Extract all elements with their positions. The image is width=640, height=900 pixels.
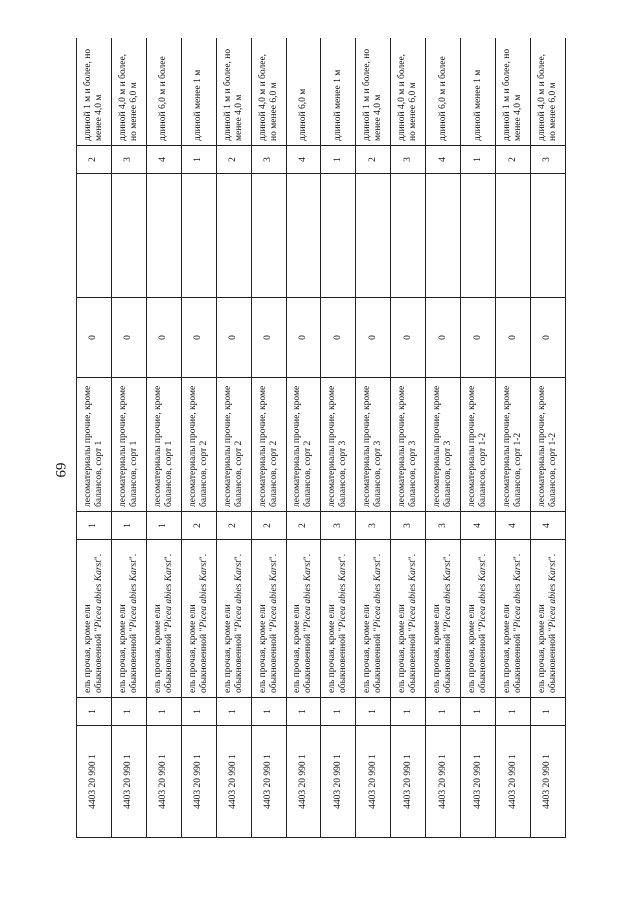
subgroup-cell: 1 bbox=[426, 698, 461, 726]
tariff-table bbox=[76, 38, 566, 838]
species-cell bbox=[181, 540, 216, 698]
subgroup-cell: 1 bbox=[496, 698, 531, 726]
species-latin-name: Picea abies Karst bbox=[303, 560, 314, 628]
category-cell: лесоматериалы прочие, кроме балансов, сорт 1 bbox=[77, 378, 112, 512]
zero-cell: 0 bbox=[321, 298, 356, 378]
table-row bbox=[286, 38, 321, 838]
empty-cell bbox=[530, 174, 565, 298]
grade-number-cell: 3 bbox=[356, 512, 391, 540]
empty-cell bbox=[146, 174, 181, 298]
table-row bbox=[216, 38, 251, 838]
grade-number-cell: 4 bbox=[530, 512, 565, 540]
subgroup-cell: 1 bbox=[356, 698, 391, 726]
species-cell bbox=[391, 540, 426, 698]
species-text: ель прочая, кроме ели обыкновенной " bbox=[257, 604, 279, 693]
empty-cell bbox=[356, 174, 391, 298]
table-row bbox=[146, 38, 181, 838]
species-text: ель прочая, кроме ели обыкновенной " bbox=[397, 604, 419, 693]
species-text-end: ". bbox=[443, 553, 454, 561]
table-container bbox=[76, 38, 566, 838]
category-cell: лесоматериалы прочие, кроме балансов, сорт 1-2 bbox=[496, 378, 531, 512]
code-cell: 4403 20 990 1 bbox=[251, 726, 286, 838]
table-body bbox=[77, 38, 566, 838]
length-cell: длиной 4,0 м и более, но менее 6,0 м bbox=[391, 38, 426, 146]
zero-cell: 0 bbox=[496, 298, 531, 378]
species-cell bbox=[321, 540, 356, 698]
code-cell: 4403 20 990 1 bbox=[321, 726, 356, 838]
category-cell: лесоматериалы прочие, кроме балансов, сорт 1 bbox=[146, 378, 181, 512]
zero-cell: 0 bbox=[461, 298, 496, 378]
code-cell: 4403 20 990 1 bbox=[77, 726, 112, 838]
length-cell: длиной менее 1 м bbox=[321, 38, 356, 146]
code-cell: 4403 20 990 1 bbox=[496, 726, 531, 838]
species-cell bbox=[216, 540, 251, 698]
length-code-cell: 1 bbox=[461, 146, 496, 174]
species-text: ель прочая, кроме ели обыкновенной " bbox=[117, 604, 139, 693]
species-latin-name: Picea abies Karst bbox=[513, 560, 524, 628]
species-text: ель прочая, кроме ели обыкновенной " bbox=[222, 604, 244, 693]
category-cell: лесоматериалы прочие, кроме балансов, сорт 3 bbox=[426, 378, 461, 512]
species-text: ель прочая, кроме ели обыкновенной " bbox=[292, 604, 314, 693]
species-latin-name: Picea abies Karst bbox=[478, 560, 489, 628]
species-text: ель прочая, кроме ели обыкновенной " bbox=[187, 604, 209, 693]
length-code-cell: 4 bbox=[146, 146, 181, 174]
species-cell bbox=[111, 540, 146, 698]
category-cell: лесоматериалы прочие, кроме балансов, сорт 2 bbox=[286, 378, 321, 512]
grade-number-cell: 2 bbox=[181, 512, 216, 540]
subgroup-cell: 1 bbox=[146, 698, 181, 726]
zero-cell: 0 bbox=[146, 298, 181, 378]
species-cell bbox=[77, 540, 112, 698]
zero-cell: 0 bbox=[356, 298, 391, 378]
species-text-end: ". bbox=[93, 553, 104, 561]
table-row bbox=[251, 38, 286, 838]
code-cell: 4403 20 990 1 bbox=[286, 726, 321, 838]
length-code-cell: 2 bbox=[356, 146, 391, 174]
code-cell: 4403 20 990 1 bbox=[181, 726, 216, 838]
code-cell: 4403 20 990 1 bbox=[111, 726, 146, 838]
species-latin-name: Picea abies Karst bbox=[547, 560, 558, 628]
species-text: ель прочая, кроме ели обыкновенной " bbox=[362, 604, 384, 693]
length-cell: длиной 1 м и более, но менее 4,0 м bbox=[77, 38, 112, 146]
empty-cell bbox=[77, 174, 112, 298]
species-text-end: ". bbox=[478, 553, 489, 561]
code-cell: 4403 20 990 1 bbox=[391, 726, 426, 838]
length-cell: длиной 4,0 м и более, но менее 6,0 м bbox=[251, 38, 286, 146]
length-code-cell: 2 bbox=[77, 146, 112, 174]
length-cell: длиной 1 м и более, но менее 4,0 м bbox=[356, 38, 391, 146]
grade-number-cell: 1 bbox=[111, 512, 146, 540]
table-row bbox=[496, 38, 531, 838]
table-row bbox=[111, 38, 146, 838]
species-text-end: ". bbox=[198, 553, 209, 561]
subgroup-cell: 1 bbox=[216, 698, 251, 726]
species-text-end: ". bbox=[303, 553, 314, 561]
species-cell bbox=[496, 540, 531, 698]
grade-number-cell: 1 bbox=[146, 512, 181, 540]
empty-cell bbox=[426, 174, 461, 298]
length-code-cell: 3 bbox=[391, 146, 426, 174]
species-latin-name: Picea abies Karst bbox=[198, 560, 209, 628]
zero-cell: 0 bbox=[286, 298, 321, 378]
species-text: ель прочая, кроме ели обыкновенной " bbox=[536, 604, 558, 693]
species-latin-name: Picea abies Karst bbox=[338, 560, 349, 628]
species-latin-name: Picea abies Karst bbox=[373, 560, 384, 628]
subgroup-cell: 1 bbox=[77, 698, 112, 726]
zero-cell: 0 bbox=[530, 298, 565, 378]
length-cell: длиной менее 1 м bbox=[181, 38, 216, 146]
length-cell: длиной 6,0 м и более bbox=[146, 38, 181, 146]
empty-cell bbox=[321, 174, 356, 298]
species-cell bbox=[530, 540, 565, 698]
length-code-cell: 1 bbox=[321, 146, 356, 174]
species-cell bbox=[461, 540, 496, 698]
species-cell bbox=[356, 540, 391, 698]
length-cell: длиной менее 1 м bbox=[461, 38, 496, 146]
grade-number-cell: 4 bbox=[496, 512, 531, 540]
subgroup-cell: 1 bbox=[321, 698, 356, 726]
category-cell: лесоматериалы прочие, кроме балансов, сорт 3 bbox=[391, 378, 426, 512]
grade-number-cell: 4 bbox=[461, 512, 496, 540]
zero-cell: 0 bbox=[391, 298, 426, 378]
page-number: 69 bbox=[52, 462, 68, 478]
category-cell: лесоматериалы прочие, кроме балансов, сорт 1 bbox=[111, 378, 146, 512]
table-row bbox=[181, 38, 216, 838]
length-code-cell: 4 bbox=[426, 146, 461, 174]
length-cell: длиной 6,0 м bbox=[286, 38, 321, 146]
code-cell: 4403 20 990 1 bbox=[216, 726, 251, 838]
species-text: ель прочая, кроме ели обыкновенной " bbox=[432, 604, 454, 693]
species-text: ель прочая, кроме ели обыкновенной " bbox=[467, 604, 489, 693]
species-text-end: ". bbox=[373, 553, 384, 561]
species-text-end: ". bbox=[547, 553, 558, 561]
species-text: ель прочая, кроме ели обыкновенной " bbox=[152, 604, 174, 693]
rotated-table bbox=[76, 38, 566, 838]
species-latin-name: Picea abies Karst bbox=[408, 560, 419, 628]
length-cell: длиной 1 м и более, но менее 4,0 м bbox=[496, 38, 531, 146]
grade-number-cell: 1 bbox=[77, 512, 112, 540]
species-latin-name: Picea abies Karst bbox=[93, 560, 104, 628]
species-text: ель прочая, кроме ели обыкновенной " bbox=[327, 604, 349, 693]
species-cell bbox=[251, 540, 286, 698]
species-text-end: ". bbox=[163, 553, 174, 561]
species-text: ель прочая, кроме ели обыкновенной " bbox=[82, 604, 104, 693]
length-cell: длиной 1 м и более, но менее 4,0 м bbox=[216, 38, 251, 146]
table-row bbox=[530, 38, 565, 838]
code-cell: 4403 20 990 1 bbox=[461, 726, 496, 838]
length-code-cell: 2 bbox=[496, 146, 531, 174]
grade-number-cell: 3 bbox=[391, 512, 426, 540]
length-code-cell: 3 bbox=[530, 146, 565, 174]
species-latin-name: Picea abies Karst bbox=[443, 560, 454, 628]
zero-cell: 0 bbox=[111, 298, 146, 378]
subgroup-cell: 1 bbox=[181, 698, 216, 726]
species-text-end: ". bbox=[338, 553, 349, 561]
zero-cell: 0 bbox=[77, 298, 112, 378]
code-cell: 4403 20 990 1 bbox=[356, 726, 391, 838]
species-text-end: ". bbox=[513, 553, 524, 561]
grade-number-cell: 2 bbox=[216, 512, 251, 540]
species-latin-name: Picea abies Karst bbox=[233, 560, 244, 628]
grade-number-cell: 2 bbox=[251, 512, 286, 540]
grade-number-cell: 3 bbox=[426, 512, 461, 540]
species-text-end: ". bbox=[233, 553, 244, 561]
empty-cell bbox=[181, 174, 216, 298]
subgroup-cell: 1 bbox=[111, 698, 146, 726]
grade-number-cell: 3 bbox=[321, 512, 356, 540]
zero-cell: 0 bbox=[216, 298, 251, 378]
species-text-end: ". bbox=[268, 553, 279, 561]
code-cell: 4403 20 990 1 bbox=[530, 726, 565, 838]
zero-cell: 0 bbox=[251, 298, 286, 378]
species-cell bbox=[286, 540, 321, 698]
species-cell bbox=[146, 540, 181, 698]
subgroup-cell: 1 bbox=[530, 698, 565, 726]
zero-cell: 0 bbox=[426, 298, 461, 378]
table-row bbox=[321, 38, 356, 838]
empty-cell bbox=[391, 174, 426, 298]
species-text-end: ". bbox=[128, 553, 139, 561]
empty-cell bbox=[251, 174, 286, 298]
category-cell: лесоматериалы прочие, кроме балансов, сорт 2 bbox=[216, 378, 251, 512]
species-text: ель прочая, кроме ели обыкновенной " bbox=[502, 604, 524, 693]
grade-number-cell: 2 bbox=[286, 512, 321, 540]
empty-cell bbox=[111, 174, 146, 298]
table-row bbox=[461, 38, 496, 838]
length-code-cell: 3 bbox=[111, 146, 146, 174]
length-code-cell: 3 bbox=[251, 146, 286, 174]
length-code-cell: 4 bbox=[286, 146, 321, 174]
species-text-end: ". bbox=[408, 553, 419, 561]
length-cell: длиной 4,0 м и более, но менее 6,0 м bbox=[530, 38, 565, 146]
table-row bbox=[391, 38, 426, 838]
code-cell: 4403 20 990 1 bbox=[146, 726, 181, 838]
table-row bbox=[77, 38, 112, 838]
species-cell bbox=[426, 540, 461, 698]
species-latin-name: Picea abies Karst bbox=[163, 560, 174, 628]
category-cell: лесоматериалы прочие, кроме балансов, сорт 3 bbox=[356, 378, 391, 512]
category-cell: лесоматериалы прочие, кроме балансов, сорт 2 bbox=[181, 378, 216, 512]
table-row bbox=[356, 38, 391, 838]
length-cell: длиной 4,0 м и более, но менее 6,0 м bbox=[111, 38, 146, 146]
zero-cell: 0 bbox=[181, 298, 216, 378]
code-cell: 4403 20 990 1 bbox=[426, 726, 461, 838]
subgroup-cell: 1 bbox=[461, 698, 496, 726]
length-code-cell: 1 bbox=[181, 146, 216, 174]
subgroup-cell: 1 bbox=[391, 698, 426, 726]
empty-cell bbox=[496, 174, 531, 298]
empty-cell bbox=[461, 174, 496, 298]
species-latin-name: Picea abies Karst bbox=[268, 560, 279, 628]
table-row bbox=[426, 38, 461, 838]
category-cell: лесоматериалы прочие, кроме балансов, сорт 1-2 bbox=[461, 378, 496, 512]
category-cell: лесоматериалы прочие, кроме балансов, сорт 2 bbox=[251, 378, 286, 512]
empty-cell bbox=[216, 174, 251, 298]
species-latin-name: Picea abies Karst bbox=[128, 560, 139, 628]
subgroup-cell: 1 bbox=[251, 698, 286, 726]
length-cell: длиной 6,0 м и более bbox=[426, 38, 461, 146]
length-code-cell: 2 bbox=[216, 146, 251, 174]
category-cell: лесоматериалы прочие, кроме балансов, сорт 1-2 bbox=[530, 378, 565, 512]
subgroup-cell: 1 bbox=[286, 698, 321, 726]
empty-cell bbox=[286, 174, 321, 298]
category-cell: лесоматериалы прочие, кроме балансов, сорт 3 bbox=[321, 378, 356, 512]
